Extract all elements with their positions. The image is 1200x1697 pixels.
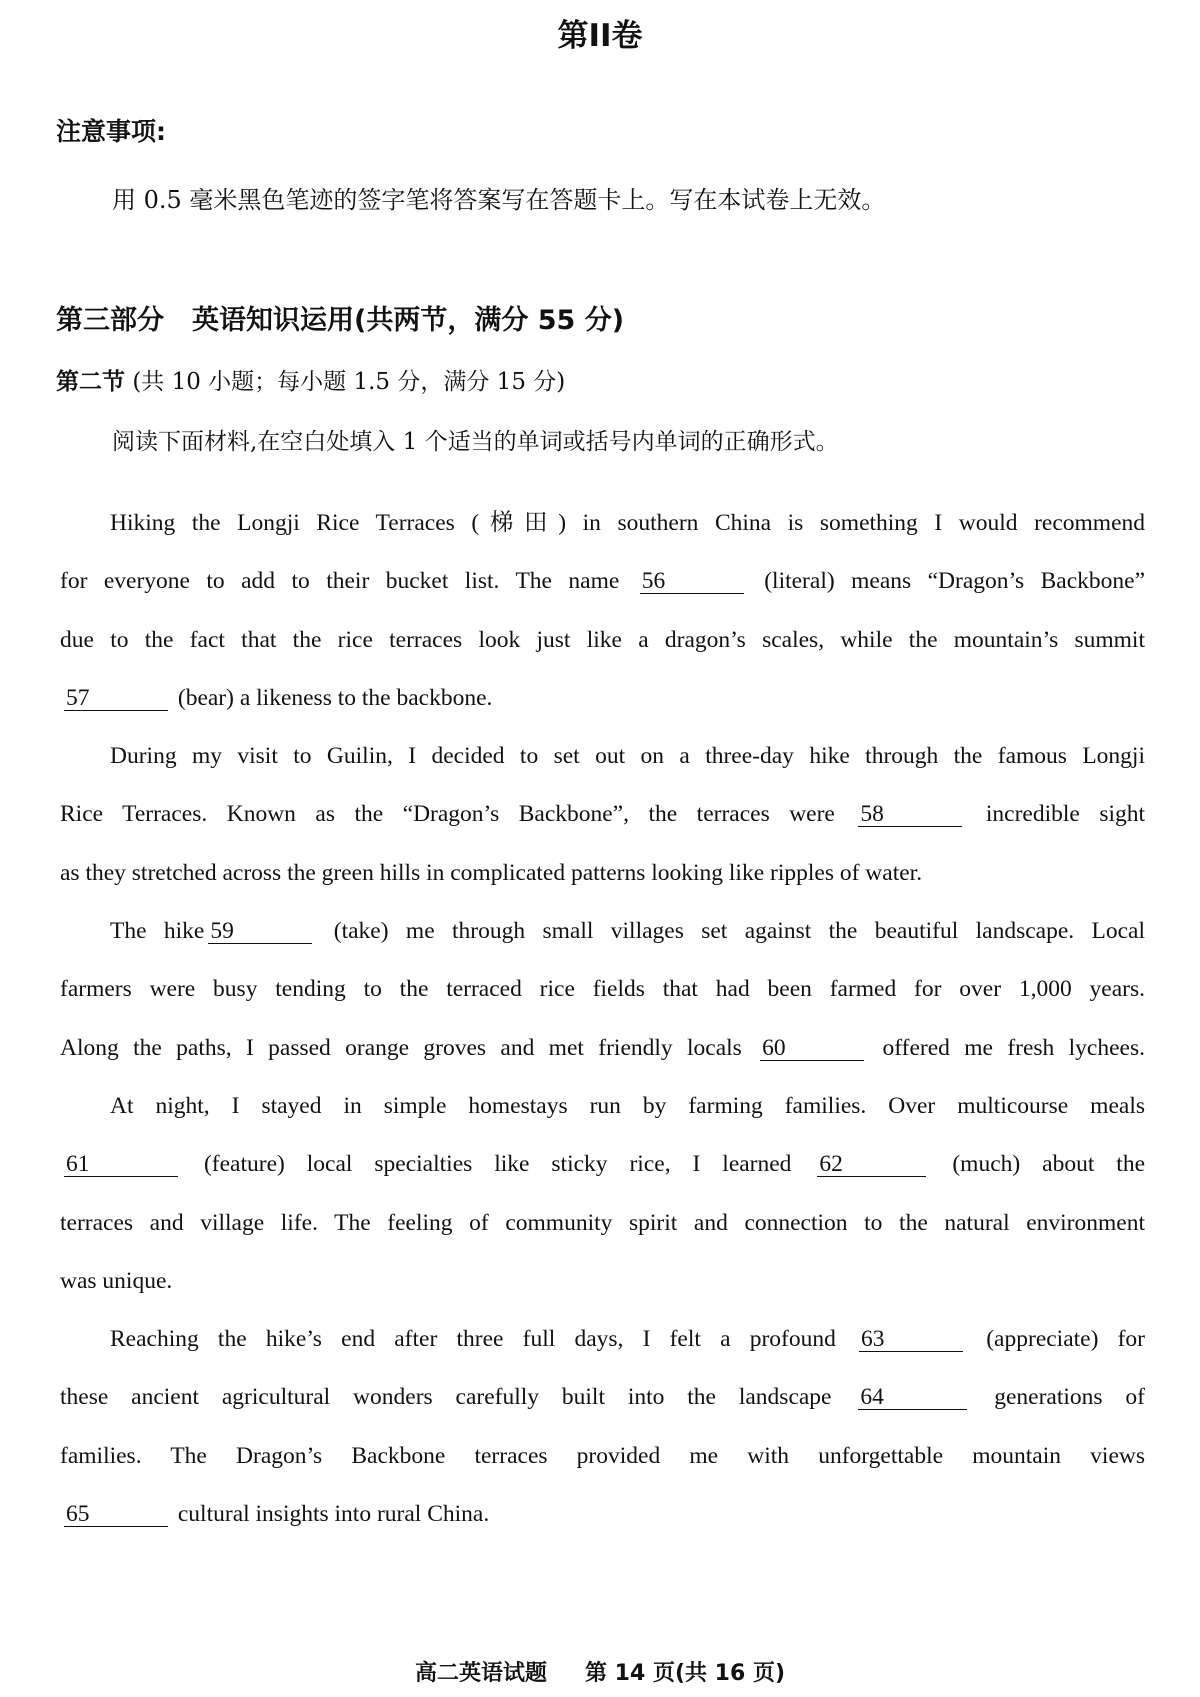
text-run: (appreciate) for: [986, 1326, 1145, 1353]
passage-line: [60, 669, 1145, 727]
text-run: was unique.: [60, 1267, 173, 1294]
text-run: families. The Dragon’s Backbone terraces provided me with unforgettable mountain views: [60, 1442, 1145, 1469]
passage-line: [60, 1368, 1145, 1426]
blank-64[interactable]: 64: [858, 1385, 967, 1410]
text-run: for everyone to add to their bucket list. The name: [60, 568, 620, 595]
text-run: incredible sight: [985, 801, 1145, 828]
passage-line: [60, 494, 1145, 552]
text-run: (take) me through small villages set against the beautiful landscape. Local: [333, 918, 1145, 945]
notice-heading: 注意事项:: [56, 117, 166, 146]
section-title: 第二节: [56, 369, 125, 395]
footer-page-number: 第 14 页(共 16 页): [585, 1661, 785, 1686]
passage-line: [60, 1194, 1145, 1252]
volume-title: 第II卷: [557, 18, 643, 54]
text-run: offered me fresh lychees.: [882, 1034, 1145, 1061]
text-run: due to the fact that the rice terraces look just like a dragon’s scales, while the mountain’s summit: [60, 626, 1145, 653]
passage-line: [60, 844, 1145, 902]
text-run: The hike: [110, 918, 205, 945]
notice-text: 用 0.5 毫米黑色笔迹的签字笔将答案写在答题卡上。写在本试卷上无效。: [112, 186, 886, 214]
blank-60[interactable]: 60: [760, 1036, 864, 1061]
passage-line: [60, 1485, 1145, 1543]
passage-line: [60, 727, 1145, 785]
blank-57[interactable]: 57: [64, 686, 168, 711]
section-heading: [56, 363, 565, 396]
text-run: generations of: [994, 1384, 1145, 1411]
text-run: During my visit to Guilin, I decided to set out on a three-day hike through the famous Longji: [110, 743, 1145, 770]
section-instruction: 阅读下面材料,在空白处填入 1 个适当的单词或括号内单词的正确形式。: [112, 429, 839, 455]
passage-line: [60, 1310, 1145, 1368]
text-run: terraces and village life. The feeling of community spirit and connection to the natural environment: [60, 1209, 1145, 1236]
text-run: (literal) means “Dragon’s Backbone”: [764, 568, 1145, 595]
text-run: (feature) local specialties like sticky rice, I learned: [203, 1151, 792, 1178]
text-run: these ancient agricultural wonders carefully built into the landscape: [60, 1384, 832, 1411]
text-run: Reaching the hike’s end after three full days, I felt a profound: [110, 1326, 836, 1353]
passage-line: [60, 1019, 1145, 1077]
blank-63[interactable]: 63: [859, 1327, 963, 1352]
passage-line: [60, 1077, 1145, 1135]
text-run: (bear) a likeness to the backbone.: [177, 684, 493, 711]
blank-59[interactable]: 59: [208, 919, 312, 944]
part-subtitle: 英语知识运用(共两节，满分 55 分): [192, 305, 625, 336]
part-heading: [56, 298, 624, 337]
passage-line: [60, 1135, 1145, 1193]
passage-line: [60, 960, 1145, 1018]
text-run: Along the paths, I passed orange groves and met friendly locals: [60, 1034, 742, 1061]
passage-line: [60, 1252, 1145, 1310]
blank-62[interactable]: 62: [817, 1152, 926, 1177]
passage-line: [60, 785, 1145, 843]
text-run: At night, I stayed in simple homestays run by farming families. Over multicourse meals: [110, 1092, 1145, 1119]
blank-56[interactable]: 56: [640, 569, 744, 594]
passage-line: [60, 611, 1145, 669]
blank-58[interactable]: 58: [858, 802, 962, 827]
passage-line: [60, 902, 1145, 960]
blank-61[interactable]: 61: [64, 1152, 178, 1177]
text-run: farmers were busy tending to the terraced rice fields that had been farmed for over 1,000 years.: [60, 976, 1145, 1003]
section-info: (共 10 小题；每小题 1.5 分，满分 15 分): [132, 369, 566, 395]
footer-subject: 高二英语试题: [415, 1661, 548, 1686]
text-run: Rice Terraces. Known as the “Dragon’s Backbone”, the terraces were: [60, 801, 835, 828]
cloze-passage: [60, 494, 1145, 1543]
part-title: 第三部分: [56, 305, 164, 336]
blank-65[interactable]: 65: [64, 1502, 168, 1527]
text-run: (much) about the: [952, 1151, 1145, 1178]
text-run: as they stretched across the green hills in complicated patterns looking like ripples of water.: [60, 859, 923, 886]
text-run: cultural insights into rural China.: [177, 1501, 490, 1528]
passage-line: [60, 552, 1145, 610]
page-footer: [0, 1656, 1200, 1687]
passage-line: [60, 1427, 1145, 1485]
text-run: Hiking the Longji Rice Terraces (梯田) in southern China is something I would recommend: [110, 510, 1145, 536]
